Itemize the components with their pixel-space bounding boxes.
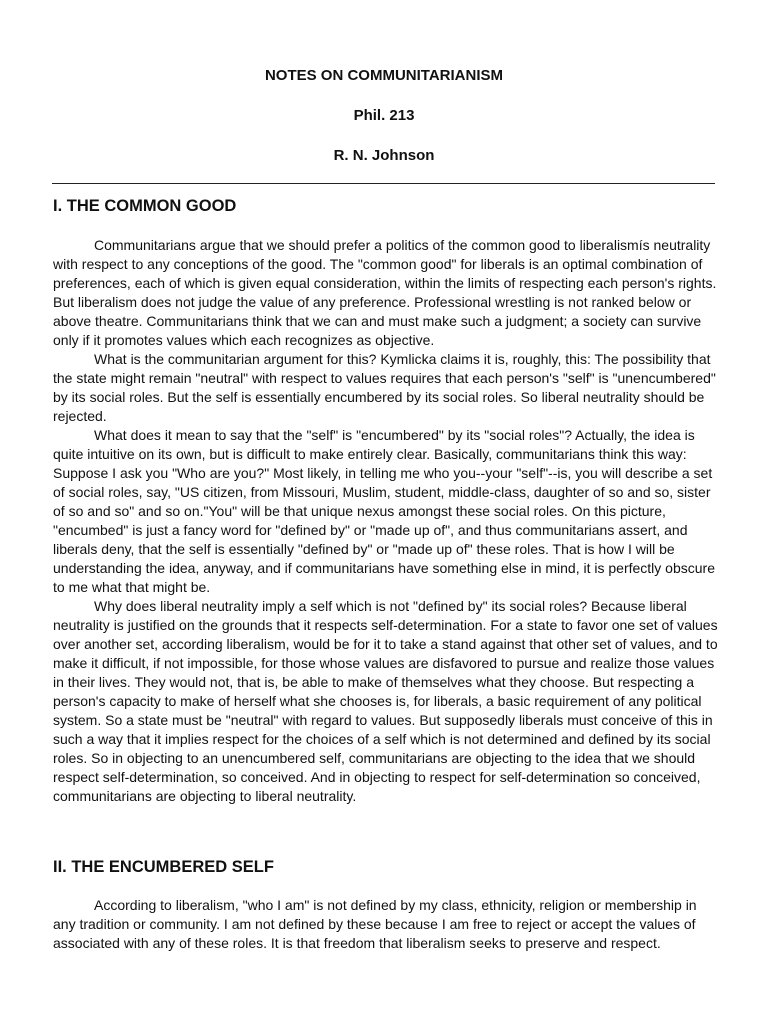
document-title: NOTES ON COMMUNITARIANISM [264,67,504,84]
author-name: R. N. Johnson [333,147,435,164]
paragraph: What does it mean to say that the "self" is "encumbered" by its "social roles"? Actually, the idea is quite intuitive on its own, but is difficult to make entirely clear. Basically, communitarians think this way: Suppose I ask you "Who are you?" Most likely, in telling me who you--your "self"--is, you will describe a set of social roles, say, "US citizen, from Missouri, Muslim, student, middle-class, daughter of so and so, sister of so and so" and so on."You" will be that unique nexus amongst these social roles. On this picture, "encumbed" is just a fancy word for "defined by" or "made up of", and thus communitarians assert, and liberals deny, that the self is essentially "defined by" or "made up of" these roles. That is how I will be understanding the idea, anyway, and if communitarians have something else in mind, it is perfectly obscure to me what that might be. [53,427,715,595]
horizontal-rule [52,183,715,184]
section-heading-common-good: I. THE COMMON GOOD [53,197,237,215]
section-heading-encumbered-self: II. THE ENCUMBERED SELF [53,858,274,876]
paragraph: What is the communitarian argument for this? Kymlicka claims it is, roughly, this: The possibility that the state might remain "neutral" with respect to values requires that each person's "self" is "unencumbered" by its social roles. But the self is essentially encumbered by its social roles. So liberal neutrality should be rejected. [53,351,716,424]
section-body-encumbered-self [53,896,718,953]
course-number: Phil. 213 [353,107,415,124]
paragraph: Why does liberal neutrality imply a self which is not "defined by" its social roles? Because liberal neutrality is justified on the grounds that it respects self-determination. For a state to favor one set of values over another set, according liberalism, would be for it to take a stand against that other set of values, and to make it difficult, if not impossible, for those whose values are disfavored to pursue and realize those values in their lives. They would not, that is, be able to make of themselves what they choose. But respecting a person's capacity to make of herself what she chooses is, for liberals, a basic requirement of any political system. So a state must be "neutral" with regard to values. But supposedly liberals must conceive of this in such a way that it implies respect for the choices of a self which is not determined and defined by its social roles. So in objecting to an unencumbered self, communitarians are objecting to the idea that we should respect self-determination, so conceived. And in objecting to respect for self-determination so conceived, communitarians are objecting to liberal neutrality. [53,598,718,804]
paragraph: Communitarians argue that we should prefer a politics of the common good to liberalismís neutrality with respect to any conceptions of the good. The "common good" for liberals is an optimal combination of preferences, each of which is given equal consideration, within the limits of respecting each person's rights. But liberalism does not judge the value of any preference. Professional wrestling is not ranked below or above theatre. Communitarians think that we can and must make such a judgment; a society can survive only if it promotes values which each recognizes as objective. [53,237,717,348]
section-body-common-good [53,236,718,806]
paragraph: According to liberalism, "who I am" is not defined by my class, ethnicity, religion or membership in any tradition or community. I am not defined by these because I am free to reject or accept the values of associated with any of these roles. It is that freedom that liberalism seeks to preserve and respect. [53,897,697,951]
